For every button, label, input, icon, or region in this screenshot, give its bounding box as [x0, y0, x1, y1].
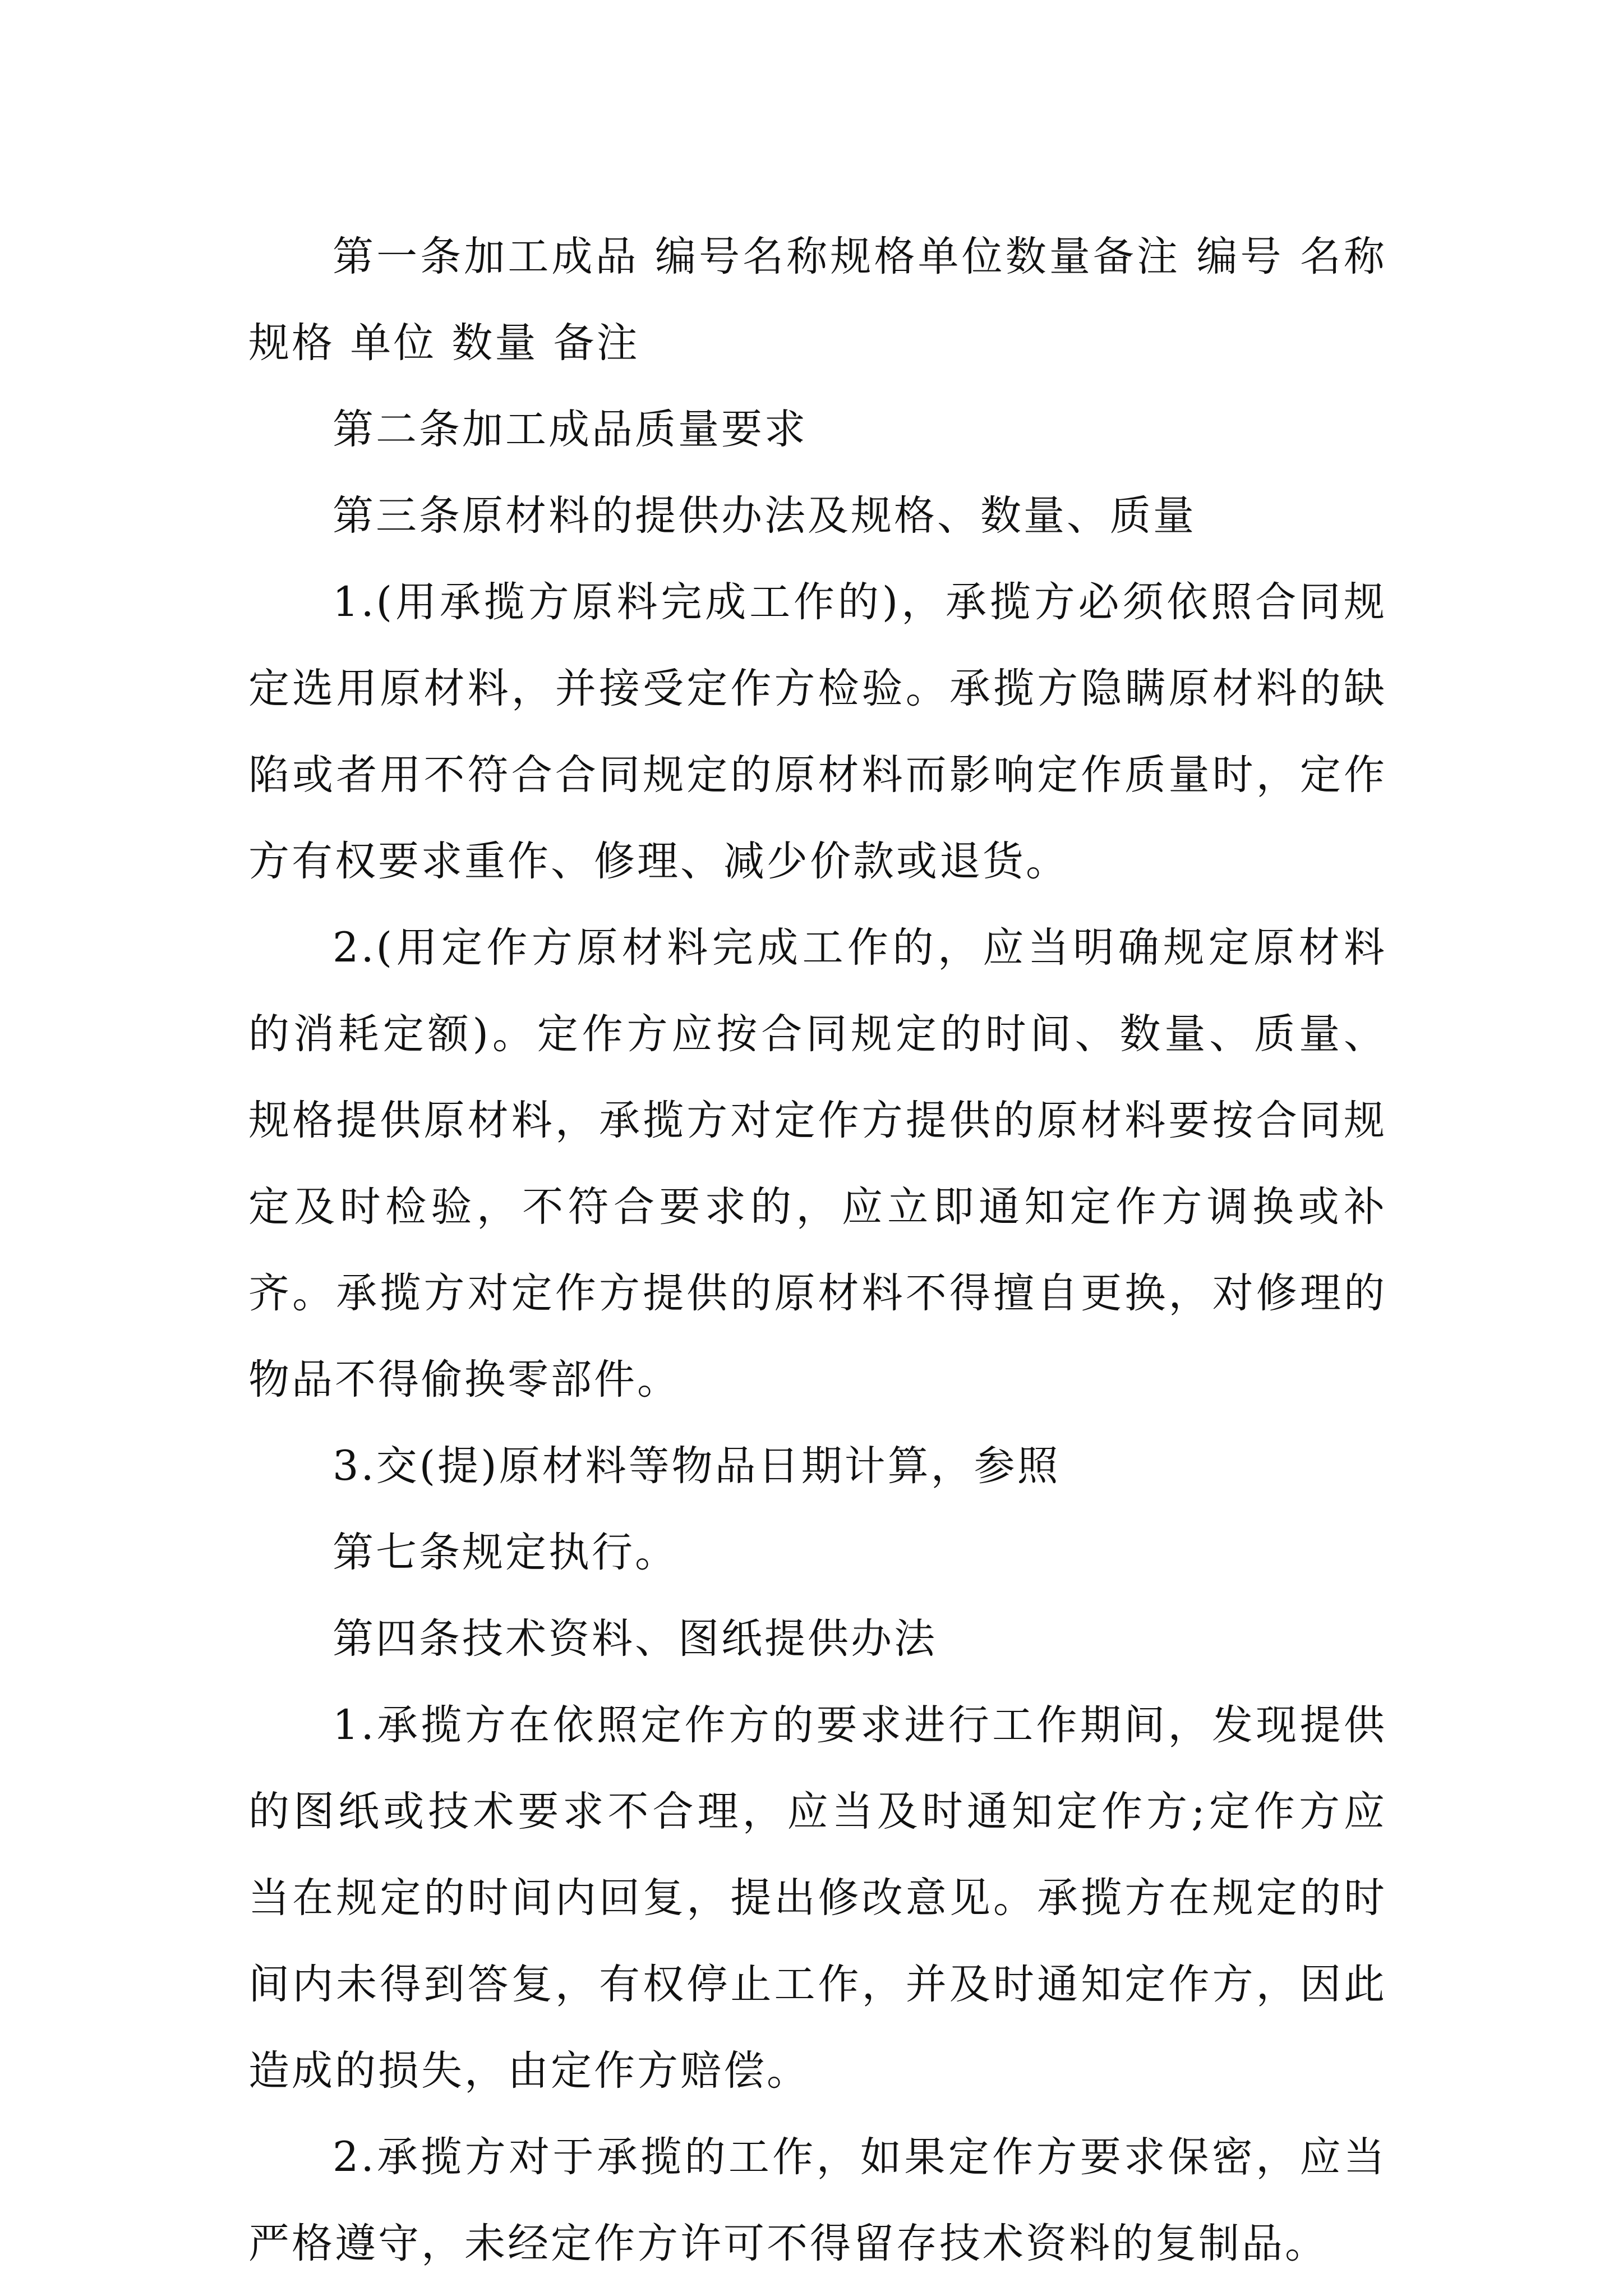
paragraph-article-3-item-3-continued: 第七条规定执行。: [333, 1529, 678, 1576]
paragraph-article-3-item-2: 2.(用定作方原材料完成工作的，应当明确规定原材料的消耗定额)。定作方应按合同规定的时间、数量、质量、规格提供原材料，承揽方对定作方提供的原材料要按合同规定及时检验，不符合要求的，应立即通知定作方调换或补齐。承揽方对定作方提供的原材料不得擅自更换，对修理的物品不得偷换零部件。: [248, 924, 1387, 1404]
paragraph-article-3: 第三条原材料的提供办法及规格、数量、质量: [333, 492, 1196, 540]
document-body: [248, 214, 1387, 2287]
paragraph-article-4: 第四条技术资料、图纸提供办法: [333, 1615, 937, 1663]
paragraph-article-3-item-1: 1.(用承揽方原料完成工作的)，承揽方必须依照合同规定选用原材料，并接受定作方检验。承揽方隐瞒原材料的缺陷或者用不符合合同规定的原材料而影响定作质量时，定作方有权要求重作、修理、减少价款或退货。: [248, 578, 1387, 885]
paragraph-article-3-item-3: 3.交(提)原材料等物品日期计算，参照: [333, 1442, 1061, 1490]
paragraph-article-1: 第一条加工成品 编号名称规格单位数量备注 编号 名称 规格 单位 数量 备注: [248, 233, 1387, 367]
paragraph-article-4-item-2: 2.承揽方对于承揽的工作，如果定作方要求保密，应当严格遵守，未经定作方许可不得留存技术资料的复制品。: [248, 2133, 1387, 2267]
paragraph-article-4-item-1: 1.承揽方在依照定作方的要求进行工作期间，发现提供的图纸或技术要求不合理，应当及时通知定作方;定作方应当在规定的时间内回复，提出修改意见。承揽方在规定的时间内未得到答复，有权停止工作，并及时通知定作方，因此造成的损失，由定作方赔偿。: [248, 1701, 1387, 2095]
paragraph-article-2: 第二条加工成品质量要求: [333, 406, 808, 453]
